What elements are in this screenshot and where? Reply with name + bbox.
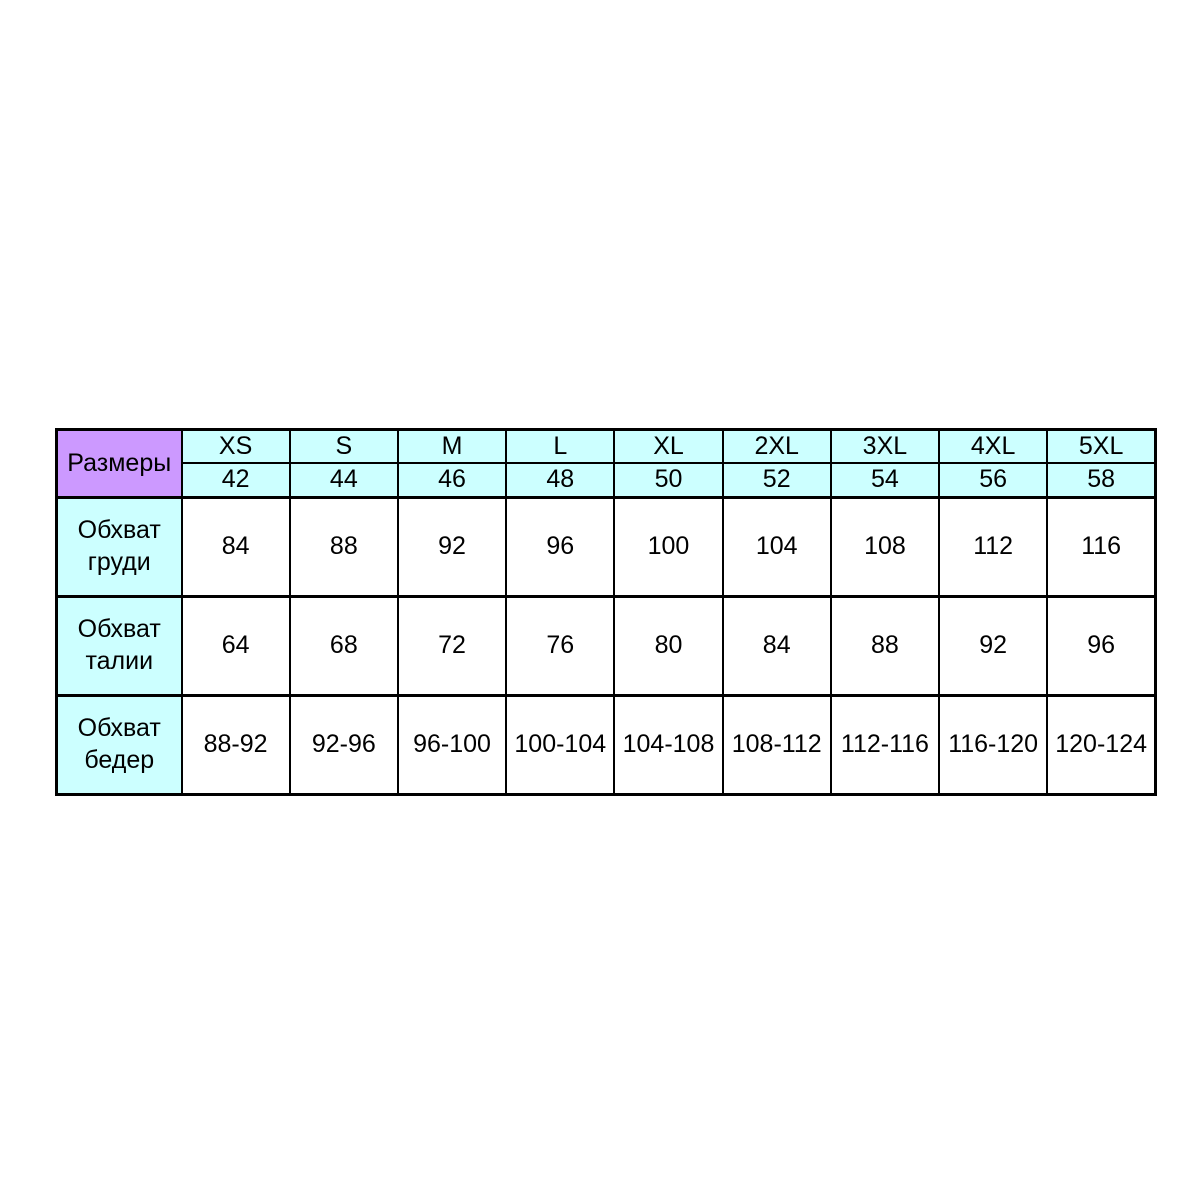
hips-value-cell: 120-124 <box>1047 695 1155 794</box>
size-label-3xl: 3XL <box>831 430 939 464</box>
waist-value-cell: 68 <box>290 596 398 695</box>
size-label-s: S <box>290 430 398 464</box>
chest-value-cell: 100 <box>614 497 722 596</box>
chest-value-cell: 108 <box>831 497 939 596</box>
waist-value-cell: 72 <box>398 596 506 695</box>
size-label-m: M <box>398 430 506 464</box>
waist-value-cell: 96 <box>1047 596 1155 695</box>
size-number-cell: 50 <box>614 463 722 497</box>
size-number-cell: 44 <box>290 463 398 497</box>
row-label-hips: Обхват бедер <box>57 695 182 794</box>
hips-value-cell: 112-116 <box>831 695 939 794</box>
hips-value-cell: 88-92 <box>182 695 290 794</box>
chest-row <box>57 497 1156 596</box>
waist-value-cell: 92 <box>939 596 1047 695</box>
chest-value-cell: 104 <box>723 497 831 596</box>
hips-value-cell: 92-96 <box>290 695 398 794</box>
size-label-l: L <box>506 430 614 464</box>
size-number-cell: 58 <box>1047 463 1155 497</box>
size-name-row <box>57 430 1156 464</box>
size-number-cell: 42 <box>182 463 290 497</box>
size-number-cell: 54 <box>831 463 939 497</box>
chest-value-cell: 112 <box>939 497 1047 596</box>
chest-value-cell: 116 <box>1047 497 1155 596</box>
size-number-cell: 52 <box>723 463 831 497</box>
size-label-2xl: 2XL <box>723 430 831 464</box>
size-chart-table <box>55 428 1157 796</box>
waist-value-cell: 76 <box>506 596 614 695</box>
row-label-waist: Обхват талии <box>57 596 182 695</box>
size-number-cell: 56 <box>939 463 1047 497</box>
waist-value-cell: 64 <box>182 596 290 695</box>
hips-value-cell: 104-108 <box>614 695 722 794</box>
hips-value-cell: 108-112 <box>723 695 831 794</box>
waist-row <box>57 596 1156 695</box>
hips-row <box>57 695 1156 794</box>
waist-value-cell: 80 <box>614 596 722 695</box>
hips-value-cell: 96-100 <box>398 695 506 794</box>
size-label-xl: XL <box>614 430 722 464</box>
size-label-5xl: 5XL <box>1047 430 1155 464</box>
chest-value-cell: 88 <box>290 497 398 596</box>
size-number-row <box>57 463 1156 497</box>
waist-value-cell: 84 <box>723 596 831 695</box>
size-number-cell: 48 <box>506 463 614 497</box>
hips-value-cell: 116-120 <box>939 695 1047 794</box>
hips-value-cell: 100-104 <box>506 695 614 794</box>
chest-value-cell: 92 <box>398 497 506 596</box>
size-label-4xl: 4XL <box>939 430 1047 464</box>
size-number-cell: 46 <box>398 463 506 497</box>
waist-value-cell: 88 <box>831 596 939 695</box>
chest-value-cell: 96 <box>506 497 614 596</box>
sizes-corner-cell: Размеры <box>57 430 182 498</box>
chest-value-cell: 84 <box>182 497 290 596</box>
row-label-chest: Обхват груди <box>57 497 182 596</box>
size-label-xs: XS <box>182 430 290 464</box>
